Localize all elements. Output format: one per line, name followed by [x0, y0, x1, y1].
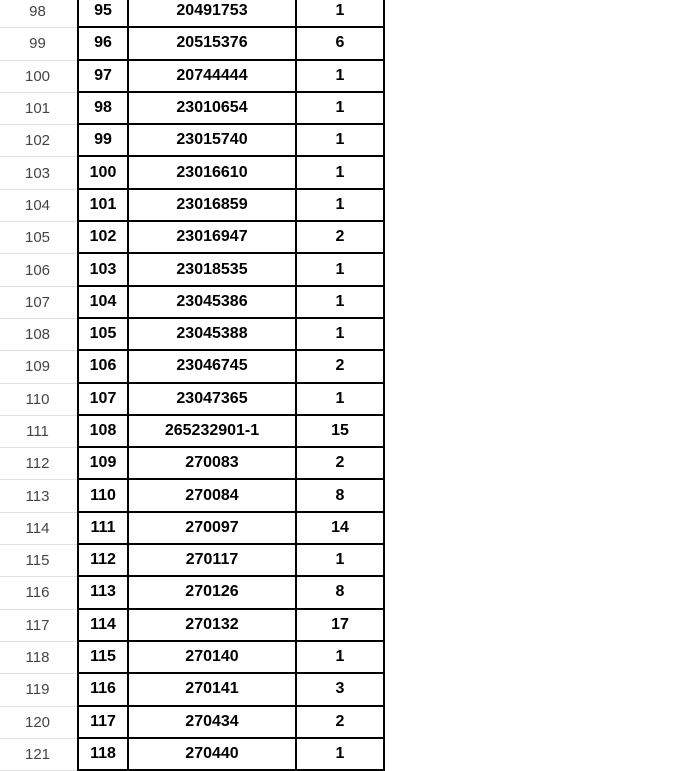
- empty-cells[interactable]: [385, 287, 675, 319]
- row-number-header[interactable]: 105: [0, 222, 77, 254]
- cell-index[interactable]: 110: [77, 480, 129, 512]
- table-row: [0, 351, 675, 383]
- empty-cells[interactable]: [385, 642, 675, 674]
- empty-cells[interactable]: [385, 319, 675, 351]
- cell-quantity[interactable]: 8: [297, 577, 385, 609]
- cell-code[interactable]: 20491753: [129, 0, 297, 28]
- cell-index[interactable]: 109: [77, 448, 129, 480]
- cell-index[interactable]: 118: [77, 739, 129, 771]
- table-row: [0, 674, 675, 706]
- empty-cells[interactable]: [385, 513, 675, 545]
- table-row: [0, 577, 675, 609]
- cell-quantity[interactable]: 2: [297, 448, 385, 480]
- table-row: [0, 480, 675, 512]
- table-row: [0, 642, 675, 674]
- cell-index[interactable]: 104: [77, 287, 129, 319]
- cell-index[interactable]: 107: [77, 384, 129, 416]
- cell-quantity[interactable]: 1: [297, 287, 385, 319]
- cell-quantity[interactable]: 1: [297, 157, 385, 189]
- cell-code[interactable]: 270117: [129, 545, 297, 577]
- cell-quantity[interactable]: 1: [297, 545, 385, 577]
- cell-code[interactable]: 265232901-1: [129, 416, 297, 448]
- cell-index[interactable]: 106: [77, 351, 129, 383]
- cell-code[interactable]: 23016610: [129, 157, 297, 189]
- row-number-header[interactable]: 101: [0, 93, 77, 125]
- cell-index[interactable]: 96: [77, 28, 129, 60]
- cell-quantity[interactable]: 6: [297, 28, 385, 60]
- cell-code[interactable]: 23046745: [129, 351, 297, 383]
- table-row: [0, 190, 675, 222]
- empty-cells[interactable]: [385, 545, 675, 577]
- row-number-header[interactable]: 100: [0, 61, 77, 93]
- row-number-header[interactable]: 98: [0, 0, 77, 28]
- empty-cells[interactable]: [385, 448, 675, 480]
- empty-cells[interactable]: [385, 157, 675, 189]
- row-number-header[interactable]: 99: [0, 28, 77, 60]
- row-number-header[interactable]: 112: [0, 448, 77, 480]
- table-row: [0, 610, 675, 642]
- cell-code[interactable]: 23047365: [129, 384, 297, 416]
- cell-code[interactable]: 270141: [129, 674, 297, 706]
- cell-quantity[interactable]: 14: [297, 513, 385, 545]
- cell-quantity[interactable]: 2: [297, 351, 385, 383]
- empty-cells[interactable]: [385, 610, 675, 642]
- cell-quantity[interactable]: 3: [297, 674, 385, 706]
- cell-quantity[interactable]: 2: [297, 222, 385, 254]
- cell-code[interactable]: 270083: [129, 448, 297, 480]
- row-number-header[interactable]: 111: [0, 416, 77, 448]
- empty-cells[interactable]: [385, 0, 675, 28]
- cell-code[interactable]: 23045388: [129, 319, 297, 351]
- cell-index[interactable]: 99: [77, 125, 129, 157]
- cell-index[interactable]: 113: [77, 577, 129, 609]
- cell-code[interactable]: 23016947: [129, 222, 297, 254]
- row-number-header[interactable]: 107: [0, 287, 77, 319]
- cell-quantity[interactable]: 1: [297, 384, 385, 416]
- cell-index[interactable]: 103: [77, 254, 129, 286]
- cell-code[interactable]: 23016859: [129, 190, 297, 222]
- cell-code[interactable]: 270084: [129, 480, 297, 512]
- cell-quantity[interactable]: 17: [297, 610, 385, 642]
- empty-cells[interactable]: [385, 480, 675, 512]
- row-number-header[interactable]: 106: [0, 254, 77, 286]
- empty-cells[interactable]: [385, 93, 675, 125]
- cell-quantity[interactable]: 1: [297, 93, 385, 125]
- cell-quantity[interactable]: 1: [297, 190, 385, 222]
- cell-quantity[interactable]: 8: [297, 480, 385, 512]
- empty-cells[interactable]: [385, 674, 675, 706]
- row-number-header[interactable]: 103: [0, 157, 77, 189]
- row-number-header[interactable]: 118: [0, 642, 77, 674]
- cell-index[interactable]: 111: [77, 513, 129, 545]
- table-row: [0, 93, 675, 125]
- row-number-header[interactable]: 108: [0, 319, 77, 351]
- empty-cells[interactable]: [385, 61, 675, 93]
- cell-index[interactable]: 95: [77, 0, 129, 28]
- cell-code[interactable]: 270132: [129, 610, 297, 642]
- cell-index[interactable]: 112: [77, 545, 129, 577]
- cell-index[interactable]: 97: [77, 61, 129, 93]
- cell-code[interactable]: 270097: [129, 513, 297, 545]
- row-number-header[interactable]: 104: [0, 190, 77, 222]
- empty-cells[interactable]: [385, 707, 675, 739]
- cell-index[interactable]: 100: [77, 157, 129, 189]
- table-row: [0, 448, 675, 480]
- empty-cells[interactable]: [385, 384, 675, 416]
- empty-cells[interactable]: [385, 416, 675, 448]
- row-number-header[interactable]: 117: [0, 610, 77, 642]
- cell-code[interactable]: 23015740: [129, 125, 297, 157]
- table-row: [0, 157, 675, 189]
- table-row: [0, 254, 675, 286]
- table-row: [0, 739, 675, 771]
- cell-index[interactable]: 114: [77, 610, 129, 642]
- table-row: [0, 416, 675, 448]
- cell-index[interactable]: 117: [77, 707, 129, 739]
- row-number-header[interactable]: 109: [0, 351, 77, 383]
- cell-index[interactable]: 101: [77, 190, 129, 222]
- empty-cells[interactable]: [385, 190, 675, 222]
- cell-quantity[interactable]: 15: [297, 416, 385, 448]
- cell-code[interactable]: 23018535: [129, 254, 297, 286]
- row-number-header[interactable]: 115: [0, 545, 77, 577]
- row-number-header[interactable]: 121: [0, 739, 77, 771]
- table-row: [0, 0, 675, 28]
- table-row: [0, 287, 675, 319]
- table-row: [0, 384, 675, 416]
- table-row: [0, 28, 675, 60]
- empty-cells[interactable]: [385, 254, 675, 286]
- table-row: [0, 319, 675, 351]
- cell-quantity[interactable]: 1: [297, 642, 385, 674]
- row-number-header[interactable]: 120: [0, 707, 77, 739]
- empty-cells[interactable]: [385, 125, 675, 157]
- cell-quantity[interactable]: 1: [297, 0, 385, 28]
- cell-code[interactable]: 23045386: [129, 287, 297, 319]
- row-number-header[interactable]: 114: [0, 513, 77, 545]
- row-number-header[interactable]: 110: [0, 384, 77, 416]
- table-row: [0, 707, 675, 739]
- row-number-header[interactable]: 116: [0, 577, 77, 609]
- cell-index[interactable]: 98: [77, 93, 129, 125]
- cell-code[interactable]: 20744444: [129, 61, 297, 93]
- cell-index[interactable]: 108: [77, 416, 129, 448]
- cell-code[interactable]: 270434: [129, 707, 297, 739]
- table-row: [0, 222, 675, 254]
- cell-index[interactable]: 105: [77, 319, 129, 351]
- row-number-header[interactable]: 113: [0, 480, 77, 512]
- cell-code[interactable]: 20515376: [129, 28, 297, 60]
- cell-code[interactable]: 270126: [129, 577, 297, 609]
- row-number-header[interactable]: 119: [0, 674, 77, 706]
- cell-quantity[interactable]: 1: [297, 254, 385, 286]
- cell-quantity[interactable]: 1: [297, 739, 385, 771]
- empty-cells[interactable]: [385, 739, 675, 771]
- empty-cells[interactable]: [385, 577, 675, 609]
- cell-index[interactable]: 102: [77, 222, 129, 254]
- cell-quantity[interactable]: 1: [297, 319, 385, 351]
- empty-cells[interactable]: [385, 222, 675, 254]
- empty-cells[interactable]: [385, 351, 675, 383]
- table-row: [0, 61, 675, 93]
- empty-cells[interactable]: [385, 28, 675, 60]
- cell-code[interactable]: 23010654: [129, 93, 297, 125]
- cell-index[interactable]: 115: [77, 642, 129, 674]
- table-row: [0, 545, 675, 577]
- cell-code[interactable]: 270140: [129, 642, 297, 674]
- table-row: [0, 513, 675, 545]
- row-number-header[interactable]: 102: [0, 125, 77, 157]
- cell-index[interactable]: 116: [77, 674, 129, 706]
- cell-quantity[interactable]: 2: [297, 707, 385, 739]
- cell-quantity[interactable]: 1: [297, 61, 385, 93]
- table-row: [0, 125, 675, 157]
- cell-quantity[interactable]: 1: [297, 125, 385, 157]
- cell-code[interactable]: 270440: [129, 739, 297, 771]
